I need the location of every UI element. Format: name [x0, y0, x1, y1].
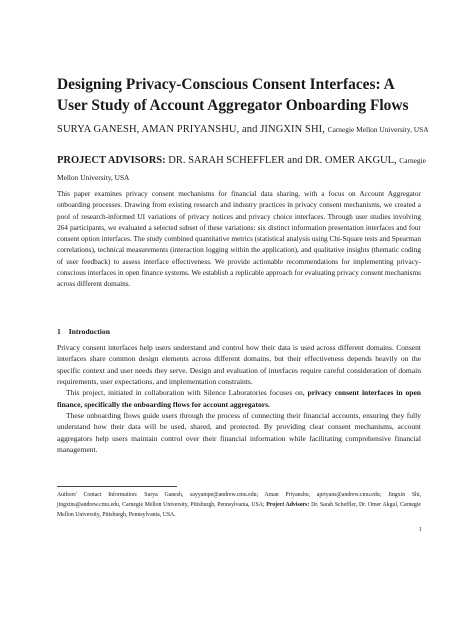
author-block: [57, 121, 432, 138]
abstract: [57, 188, 421, 290]
paragraph: Privacy consent interfaces help users understand and control how their data is used across different domains. Consent interfaces share common design elements across different domains, but their effectiveness depends heavily on the specific context and user needs they serve. Design and evaluation of interfaces require careful consideration of domain requirements, user expectations, and implementation constraints.: [57, 343, 421, 387]
advisor-names: DR. SARAH SCHEFFLER and DR. OMER AKGUL,: [168, 155, 397, 166]
paragraph: [57, 387, 421, 410]
paragraph: These onboarding flows guide users through the process of connecting their financial accounts, ensuring they fully understand how their data will be used, shared, and protected. By providing clear consent mechanisms, account aggregators help users maintain control over their financial information while facilitating comprehensive financial management.: [57, 411, 421, 455]
footnote: [57, 491, 421, 520]
abstract-text: This paper examines privacy consent mechanisms for financial data sharing, with a focus on Account Aggregator onboarding processes. Drawing from existing research and industry practices in privacy consent mechanisms, we created a pool of research-informed UI variations of privacy notices and privacy choice interfaces. Through user studies involving 264 participants, we evaluated a selected subset of these variations: six distinct information presentation interfaces and four consent option interfaces. The study combined quantitative metrics (statistical analysis using Chi-Square tests and Spearman correlations), technical measurements (interaction logging within the application), and qualitative insights (thematic coding of user feedback) to assess interface effectiveness. We provide actionable recommendations for implementing privacy-conscious interfaces in open finance systems. We establish a replicable approach for evaluating privacy consent mechanisms across different domains.: [57, 189, 421, 289]
page-number: 1: [419, 527, 422, 533]
footnote-rule: [57, 486, 177, 487]
section-number: 1: [57, 327, 61, 336]
body-text: [57, 342, 421, 455]
section-heading: [57, 327, 110, 336]
advisors-heading: PROJECT ADVISORS:: [57, 155, 166, 166]
footnote-advisors: Dr. Sarah Scheffler, Dr. Omer Akgul, Carnegie Mellon University, Pittsburgh, Pennsylvania, USA.: [57, 501, 422, 518]
paragraph-text: This project, initiated in collaboration with Silence Laboratories focuses on,: [66, 388, 308, 398]
paper-title: Designing Privacy-Conscious Consent Interfaces: A User Study of Account Aggregator Onboarding Flows: [57, 76, 409, 114]
advisor-affiliation: Carnegie Mellon University, USA: [57, 156, 426, 182]
paragraph-emphasis: privacy consent interfaces in open finance, specifically the onboarding flows for account aggregators.: [57, 388, 422, 409]
section-title: Introduction: [68, 327, 110, 336]
author-affiliation: Carnegie Mellon University, USA: [327, 125, 429, 134]
advisor-block: [57, 152, 432, 186]
author-names: SURYA GANESH, AMAN PRIYANSHU, and JINGXIN SHI,: [57, 124, 326, 135]
footnote-contacts: Authors' Contact Information: Surya Ganesh, sayyampe@andrew.cmu.edu; Aman Priyanshu, apriyans@andrew.cmu.edu; Jingxin Shi, jingxins@andrew.cmu.edu, Carnegie Mellon University, Pittsburgh, Pennsylvania, USA;: [57, 492, 421, 508]
footnote-text: [57, 491, 421, 520]
footnote-advisors-label: Project Advisors:: [266, 501, 310, 508]
